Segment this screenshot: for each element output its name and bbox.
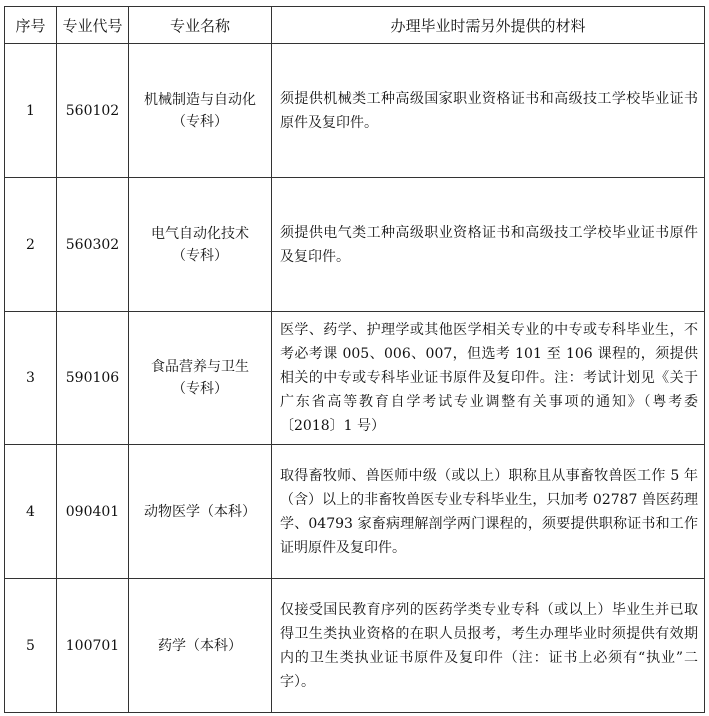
row-seq: 5 [5, 579, 57, 713]
row-name: 动物医学（本科） [144, 503, 256, 520]
row-materials: 须提供机械类工种高级国家职业资格证书和高级技工学校毕业证书原件及复印件。 [272, 44, 705, 178]
table-row [5, 445, 705, 579]
row-name-cell [129, 312, 272, 445]
row-seq: 4 [5, 445, 57, 579]
row-level: （专科） [172, 381, 228, 397]
row-materials: 仅接受国民教育序列的医药学类专业专科（或以上）毕业生并已取得卫生类执业资格的在职人员报考，考生办理毕业时须提供有效期内的卫生类执业证书原件及复印件（注：证书上必须有“执业”二字）。 [272, 579, 705, 713]
header-seq: 序号 [5, 7, 57, 44]
row-level: （专科） [172, 247, 228, 264]
table-row [5, 579, 705, 713]
row-name-cell [129, 579, 272, 713]
header-code: 专业代号 [57, 7, 129, 44]
row-materials: 医学、药学、护理学或其他医学相关专业的中专或专科毕业生，不考必考课 005、006、007，但选考 101 至 106 课程的，须提供相关的中专或专科毕业证书原件及复印件。注：考试计划见《关于广东省高等教育自学考试专业调整有关事项的通知》（粤考委〔2018〕1 号） [272, 312, 705, 445]
row-code: 590106 [57, 312, 129, 445]
row-code: 100701 [57, 579, 129, 713]
row-seq: 2 [5, 178, 57, 312]
row-name: 药学（本科） [158, 637, 242, 654]
row-materials: 须提供电气类工种高级职业资格证书和高级技工学校毕业证书原件及复印件。 [272, 178, 705, 312]
row-seq: 3 [5, 312, 57, 445]
row-level: （专科） [172, 113, 228, 130]
row-code: 090401 [57, 445, 129, 579]
row-name: 电气自动化技术 [151, 225, 249, 242]
row-code: 560102 [57, 44, 129, 178]
row-code: 560302 [57, 178, 129, 312]
header-row [5, 7, 705, 44]
table-row [5, 44, 705, 178]
row-seq: 1 [5, 44, 57, 178]
materials-table [4, 6, 705, 713]
header-name: 专业名称 [129, 7, 272, 44]
row-name-cell [129, 178, 272, 312]
row-name-cell [129, 44, 272, 178]
row-materials: 取得畜牧师、兽医师中级（或以上）职称且从事畜牧兽医工作 5 年（含）以上的非畜牧兽医专业专科毕业生，只加考 02787 兽医药理学、04793 家畜病理解剖学两门课程的，须要提供职称证书和工作证明原件及复印件。 [272, 445, 705, 579]
row-name-cell [129, 445, 272, 579]
table-row [5, 312, 705, 445]
header-materials: 办理毕业时需另外提供的材料 [272, 7, 705, 44]
table-row [5, 178, 705, 312]
row-name: 机械制造与自动化 [144, 91, 256, 108]
row-name: 食品营养与卫生 [151, 359, 249, 375]
